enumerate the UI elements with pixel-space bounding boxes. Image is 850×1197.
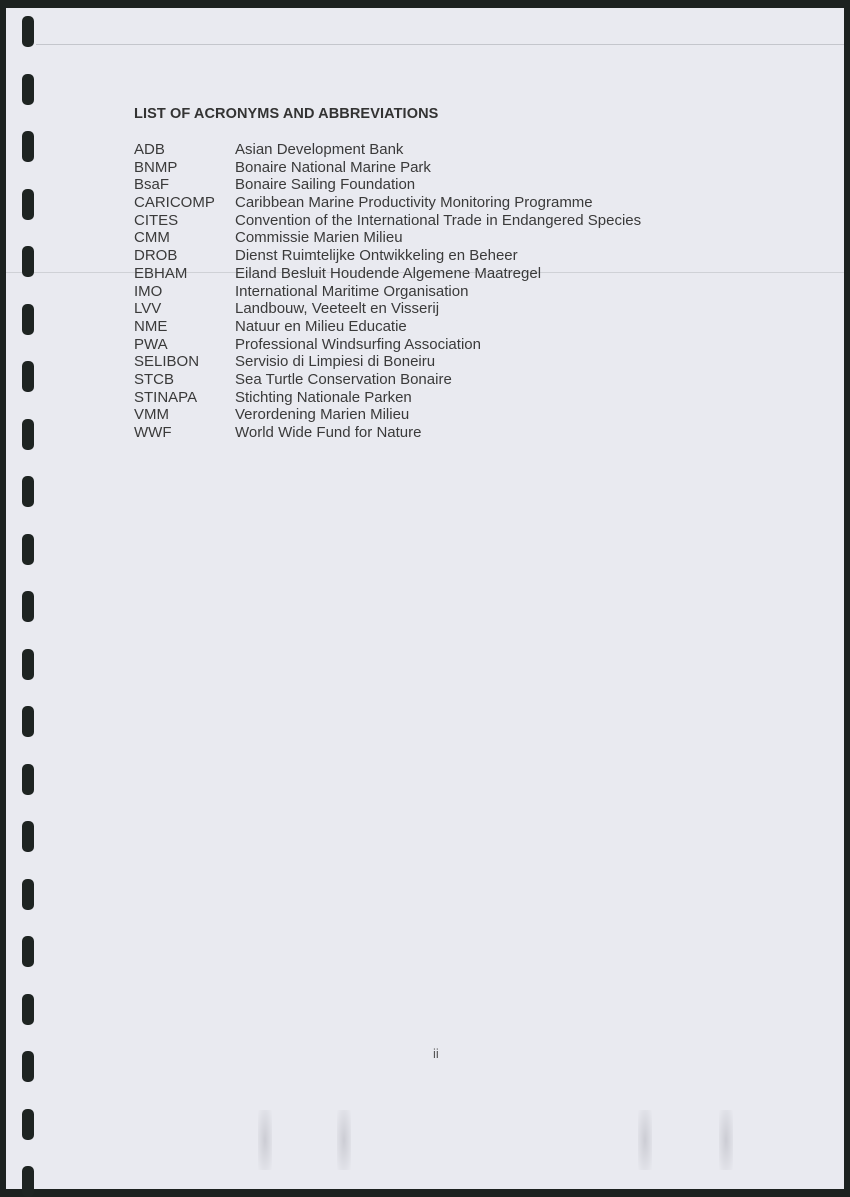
acronym-row (134, 229, 641, 247)
acronym-row (134, 318, 641, 336)
scan-smudge (337, 1110, 351, 1170)
binding-hole (22, 591, 34, 622)
acronym-definition: Asian Development Bank (235, 141, 404, 158)
binding-hole (22, 879, 34, 910)
binding-hole (22, 189, 34, 220)
acronym-row (134, 336, 641, 354)
acronym-definition: Commissie Marien Milieu (235, 229, 403, 247)
acronym: NME (134, 317, 168, 335)
acronym-definition: Natuur en Milieu Educatie (235, 317, 407, 335)
acronym-row (134, 406, 641, 424)
acronym-row (134, 265, 641, 283)
acronym-definition: Sea Turtle Conservation Bonaire (235, 370, 452, 388)
acronym-row (134, 283, 641, 301)
acronym-row (134, 194, 641, 212)
binding-hole (22, 131, 34, 162)
acronym-definition: World Wide Fund for Nature (235, 424, 422, 441)
binding-hole (22, 534, 34, 565)
scan-smudge (719, 1110, 733, 1170)
acronym-definition: Verordening Marien Milieu (235, 406, 410, 424)
acronym: BNMP (134, 158, 178, 176)
binding-hole (22, 16, 34, 47)
acronym: EBHAM (134, 264, 188, 282)
acronym: STCB (134, 370, 175, 388)
acronym: IMO (134, 282, 163, 300)
binding-hole (22, 476, 34, 507)
acronym-row (134, 371, 641, 389)
scan-smudge (638, 1110, 652, 1170)
acronym-row (134, 389, 641, 407)
binding-hole (22, 936, 34, 967)
binding-hole (22, 994, 34, 1025)
acronym-list (134, 141, 641, 442)
acronym: ADB (134, 141, 165, 158)
acronym-row (134, 212, 641, 230)
binding-hole (22, 304, 34, 335)
acronym-definition: Bonaire National Marine Park (235, 158, 431, 176)
acronym-definition: Stichting Nationale Parken (235, 388, 412, 406)
acronym: VMM (134, 406, 169, 424)
acronym-definition: Dienst Ruimtelijke Ontwikkeling en Beheer (235, 247, 518, 265)
acronym: SELIBON (134, 353, 200, 371)
acronym-row (134, 424, 641, 442)
acronym: CITES (134, 211, 179, 229)
acronym: LVV (134, 300, 162, 318)
binding-hole (22, 649, 34, 680)
binding-hole (22, 361, 34, 392)
binding-hole (22, 821, 34, 852)
acronym-definition: Servisio di Limpiesi di Boneiru (235, 353, 436, 371)
acronym: PWA (134, 335, 168, 353)
binding-hole (22, 764, 34, 795)
acronym: CARICOMP (134, 194, 215, 212)
page-title: LIST OF ACRONYMS AND ABBREVIATIONS (134, 106, 439, 122)
acronym-definition: International Maritime Organisation (235, 282, 469, 300)
acronym-definition: Professional Windsurfing Association (235, 335, 481, 353)
acronym: CMM (134, 229, 170, 247)
acronym-row (134, 159, 641, 177)
acronym-row (134, 353, 641, 371)
acronym-row (134, 141, 641, 159)
scan-smudge (258, 1110, 272, 1170)
binding-hole (22, 74, 34, 105)
page-number: ii (433, 1046, 439, 1061)
acronym-definition: Bonaire Sailing Foundation (235, 176, 416, 194)
binding-hole (22, 1109, 34, 1140)
acronym-definition: Landbouw, Veeteelt en Visserij (235, 300, 440, 318)
binding-hole (22, 1051, 34, 1082)
binding-hole (22, 706, 34, 737)
acronym-row (134, 247, 641, 265)
scan-artifact-line (36, 44, 844, 45)
acronym-definition: Eiland Besluit Houdende Algemene Maatregel (235, 264, 542, 282)
acronym-definition: Caribbean Marine Productivity Monitoring Programme (235, 194, 593, 212)
binding-hole (22, 419, 34, 450)
acronym: STINAPA (134, 388, 198, 406)
acronym: WWF (134, 424, 172, 441)
acronym: DROB (134, 247, 178, 265)
acronym: BsaF (134, 176, 170, 194)
binding-hole (22, 246, 34, 277)
acronym-row (134, 300, 641, 318)
acronym-row (134, 176, 641, 194)
binding-hole (22, 1166, 34, 1197)
acronym-definition: Convention of the International Trade in Endangered Species (235, 211, 642, 229)
